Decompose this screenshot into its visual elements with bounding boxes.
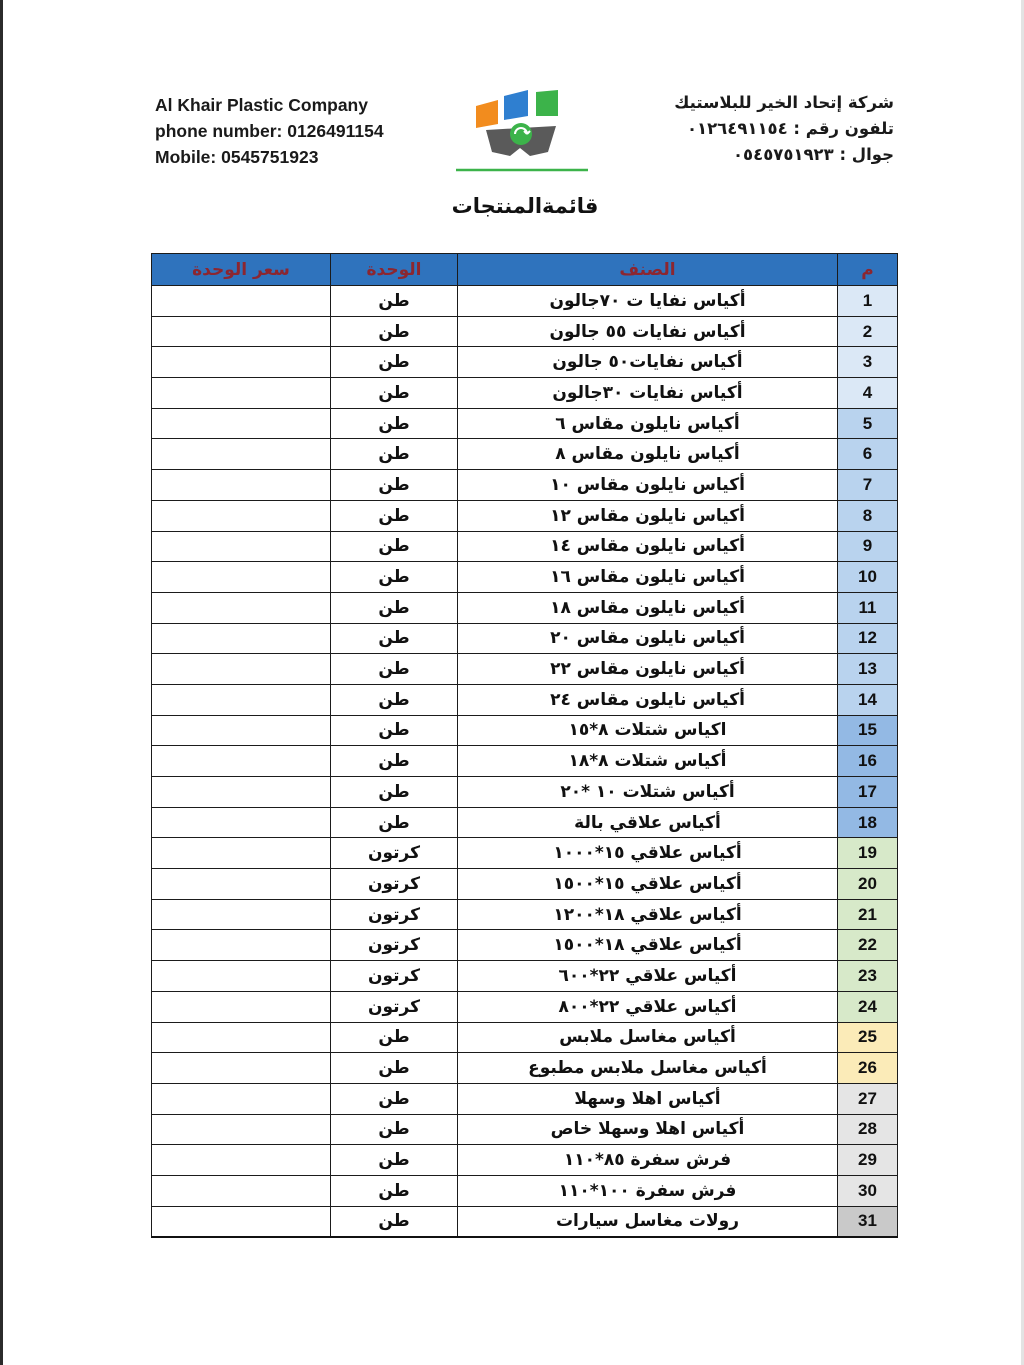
cell-item: أكياس نايلون مقاس ١٤ — [458, 531, 838, 562]
company-phone-en: phone number: 0126491154 — [155, 121, 384, 141]
cell-no: 16 — [838, 746, 898, 777]
cell-no: 31 — [838, 1206, 898, 1237]
table-row — [152, 1114, 898, 1145]
cell-unit: طن — [331, 500, 458, 531]
cell-unit: طن — [331, 715, 458, 746]
cell-price — [152, 500, 331, 531]
table-row — [152, 408, 898, 439]
logo-orange-block — [476, 100, 498, 128]
cell-price — [152, 378, 331, 409]
cell-item: رولات مغاسل سيارات — [458, 1206, 838, 1237]
cell-price — [152, 470, 331, 501]
cell-no: 17 — [838, 777, 898, 808]
table-row — [152, 807, 898, 838]
table-row — [152, 991, 898, 1022]
table-row — [152, 777, 898, 808]
cell-price — [152, 1206, 331, 1237]
cell-item: أكياس علاقي ٢٢*٦٠٠ — [458, 961, 838, 992]
table-row — [152, 562, 898, 593]
cell-no: 25 — [838, 1022, 898, 1053]
table-row — [152, 838, 898, 869]
table-row — [152, 654, 898, 685]
cell-item: أكياس مغاسل ملابس — [458, 1022, 838, 1053]
cell-price — [152, 869, 331, 900]
company-phone-ar: تلفون رقم : ٠١٢٦٤٩١١٥٤ — [686, 119, 894, 138]
cell-item: أكياس نفايا ت ٧٠جالون — [458, 286, 838, 317]
cell-no: 19 — [838, 838, 898, 869]
table-row — [152, 470, 898, 501]
table-row — [152, 378, 898, 409]
cell-item: فرش سفرة ٨٥*١١٠ — [458, 1145, 838, 1176]
page-left-edge — [0, 0, 3, 1365]
table-header-row — [152, 254, 898, 286]
cell-price — [152, 684, 331, 715]
cell-unit: طن — [331, 592, 458, 623]
header-no: م — [838, 254, 898, 286]
table-row — [152, 623, 898, 654]
logo-green-block — [536, 90, 558, 116]
cell-no: 11 — [838, 592, 898, 623]
cell-item: أكياس نايلون مقاس ١٦ — [458, 562, 838, 593]
cell-item: أكياس نايلون مقاس ١٢ — [458, 500, 838, 531]
cell-unit: طن — [331, 439, 458, 470]
cell-item: أكياس اهلا وسهلا — [458, 1083, 838, 1114]
cell-no: 29 — [838, 1145, 898, 1176]
cell-unit: طن — [331, 746, 458, 777]
cell-unit: طن — [331, 1206, 458, 1237]
cell-price — [152, 347, 331, 378]
cell-price — [152, 991, 331, 1022]
cell-price — [152, 1145, 331, 1176]
cell-price — [152, 715, 331, 746]
cell-price — [152, 1053, 331, 1084]
table-row — [152, 684, 898, 715]
cell-item: أكياس علاقي بالة — [458, 807, 838, 838]
table-row — [152, 1053, 898, 1084]
cell-item: أكياس علاقي ١٨*١٥٠٠ — [458, 930, 838, 961]
cell-unit: طن — [331, 286, 458, 317]
cell-price — [152, 286, 331, 317]
company-logo — [452, 86, 592, 174]
cell-no: 10 — [838, 562, 898, 593]
table-row — [152, 500, 898, 531]
cell-item: أكياس نايلون مقاس ١٨ — [458, 592, 838, 623]
cell-price — [152, 961, 331, 992]
cell-no: 26 — [838, 1053, 898, 1084]
cell-unit: كرتون — [331, 838, 458, 869]
cell-price — [152, 807, 331, 838]
company-name-ar: شركة إتحاد الخير للبلاستيك — [674, 93, 894, 112]
table-row — [152, 439, 898, 470]
company-name-en: Al Khair Plastic Company — [155, 95, 368, 115]
cell-price — [152, 1175, 331, 1206]
cell-no: 1 — [838, 286, 898, 317]
cell-no: 15 — [838, 715, 898, 746]
table-row — [152, 1206, 898, 1237]
cell-item: أكياس نايلون مقاس ٢٢ — [458, 654, 838, 685]
table-row — [152, 715, 898, 746]
cell-price — [152, 654, 331, 685]
cell-price — [152, 439, 331, 470]
cell-unit: طن — [331, 562, 458, 593]
cell-unit: طن — [331, 1053, 458, 1084]
table-row — [152, 930, 898, 961]
cell-no: 5 — [838, 408, 898, 439]
cell-no: 7 — [838, 470, 898, 501]
table-row — [152, 961, 898, 992]
table-row — [152, 899, 898, 930]
table-body — [152, 286, 898, 1238]
header-price: سعر الوحدة — [152, 254, 331, 286]
cell-item: أكياس علاقي ١٥*١٠٠٠ — [458, 838, 838, 869]
cell-unit: كرتون — [331, 869, 458, 900]
cell-price — [152, 1022, 331, 1053]
cell-unit: طن — [331, 777, 458, 808]
cell-unit: طن — [331, 1083, 458, 1114]
table-row — [152, 869, 898, 900]
cell-no: 2 — [838, 316, 898, 347]
cell-unit: طن — [331, 470, 458, 501]
cell-item: أكياس نفايات٥٠ جالون — [458, 347, 838, 378]
cell-unit: كرتون — [331, 961, 458, 992]
cell-price — [152, 899, 331, 930]
cell-unit: طن — [331, 1022, 458, 1053]
cell-item: أكياس نايلون مقاس ٢٤ — [458, 684, 838, 715]
cell-unit: طن — [331, 347, 458, 378]
cell-item: أكياس اهلا وسهلا خاص — [458, 1114, 838, 1145]
table-row — [152, 1145, 898, 1176]
cell-item: أكياس علاقي ١٨*١٢٠٠ — [458, 899, 838, 930]
table-row — [152, 1083, 898, 1114]
cell-unit: طن — [331, 316, 458, 347]
cell-unit: طن — [331, 684, 458, 715]
cell-no: 22 — [838, 930, 898, 961]
cell-item: أكياس نايلون مقاس ٨ — [458, 439, 838, 470]
cell-price — [152, 838, 331, 869]
cell-no: 18 — [838, 807, 898, 838]
cell-unit: كرتون — [331, 991, 458, 1022]
cell-item: أكياس شتلات ١٠ *٢٠ — [458, 777, 838, 808]
cell-unit: طن — [331, 623, 458, 654]
cell-item: أكياس نايلون مقاس ١٠ — [458, 470, 838, 501]
cell-price — [152, 1114, 331, 1145]
cell-item: أكياس علاقي ٢٢*٨٠٠ — [458, 991, 838, 1022]
page-title: قائمةالمنتجات — [451, 194, 599, 218]
company-info-english — [155, 92, 455, 170]
table-row — [152, 286, 898, 317]
cell-item: اكياس شتلات ٨*١٥ — [458, 715, 838, 746]
table-row — [152, 316, 898, 347]
cell-unit: طن — [331, 1145, 458, 1176]
cell-item: أكياس علاقي ١٥*١٥٠٠ — [458, 869, 838, 900]
logo-recycle-circle — [510, 123, 532, 145]
header-unit: الوحدة — [331, 254, 458, 286]
table-row — [152, 1022, 898, 1053]
cell-price — [152, 1083, 331, 1114]
cell-no: 20 — [838, 869, 898, 900]
cell-item: أكياس نفايات ٥٥ جالون — [458, 316, 838, 347]
cell-unit: طن — [331, 378, 458, 409]
cell-price — [152, 592, 331, 623]
cell-price — [152, 316, 331, 347]
cell-price — [152, 746, 331, 777]
cell-no: 30 — [838, 1175, 898, 1206]
cell-no: 23 — [838, 961, 898, 992]
company-info-arabic — [574, 90, 894, 168]
cell-no: 13 — [838, 654, 898, 685]
cell-no: 12 — [838, 623, 898, 654]
cell-unit: طن — [331, 408, 458, 439]
cell-unit: طن — [331, 654, 458, 685]
table-row — [152, 531, 898, 562]
cell-price — [152, 623, 331, 654]
cell-no: 9 — [838, 531, 898, 562]
cell-item: أكياس نفايات ٣٠جالون — [458, 378, 838, 409]
table-row — [152, 1175, 898, 1206]
cell-unit: كرتون — [331, 899, 458, 930]
cell-no: 14 — [838, 684, 898, 715]
header-item: الصنف — [458, 254, 838, 286]
company-mobile-en: Mobile: 0545751923 — [155, 147, 319, 167]
cell-item: أكياس شتلات ٨*١٨ — [458, 746, 838, 777]
cell-no: 24 — [838, 991, 898, 1022]
cell-no: 28 — [838, 1114, 898, 1145]
table-row — [152, 592, 898, 623]
cell-item: أكياس نايلون مقاس ٢٠ — [458, 623, 838, 654]
cell-no: 21 — [838, 899, 898, 930]
cell-unit: طن — [331, 531, 458, 562]
cell-item: أكياس مغاسل ملابس مطبوع — [458, 1053, 838, 1084]
cell-no: 27 — [838, 1083, 898, 1114]
cell-price — [152, 777, 331, 808]
cell-no: 4 — [838, 378, 898, 409]
cell-no: 6 — [838, 439, 898, 470]
cell-unit: طن — [331, 1114, 458, 1145]
table-row — [152, 746, 898, 777]
cell-price — [152, 930, 331, 961]
cell-price — [152, 531, 331, 562]
cell-no: 3 — [838, 347, 898, 378]
cell-item: أكياس نايلون مقاس ٦ — [458, 408, 838, 439]
cell-unit: كرتون — [331, 930, 458, 961]
cell-item: فرش سفرة ١٠٠*١١٠ — [458, 1175, 838, 1206]
products-table — [151, 253, 898, 1238]
cell-no: 8 — [838, 500, 898, 531]
table-row — [152, 347, 898, 378]
cell-unit: طن — [331, 1175, 458, 1206]
cell-unit: طن — [331, 807, 458, 838]
logo-blue-block — [504, 90, 528, 120]
cell-price — [152, 562, 331, 593]
company-mobile-ar: جوال : ٠٥٤٥٧٥١٩٢٣ — [732, 145, 894, 164]
cell-price — [152, 408, 331, 439]
